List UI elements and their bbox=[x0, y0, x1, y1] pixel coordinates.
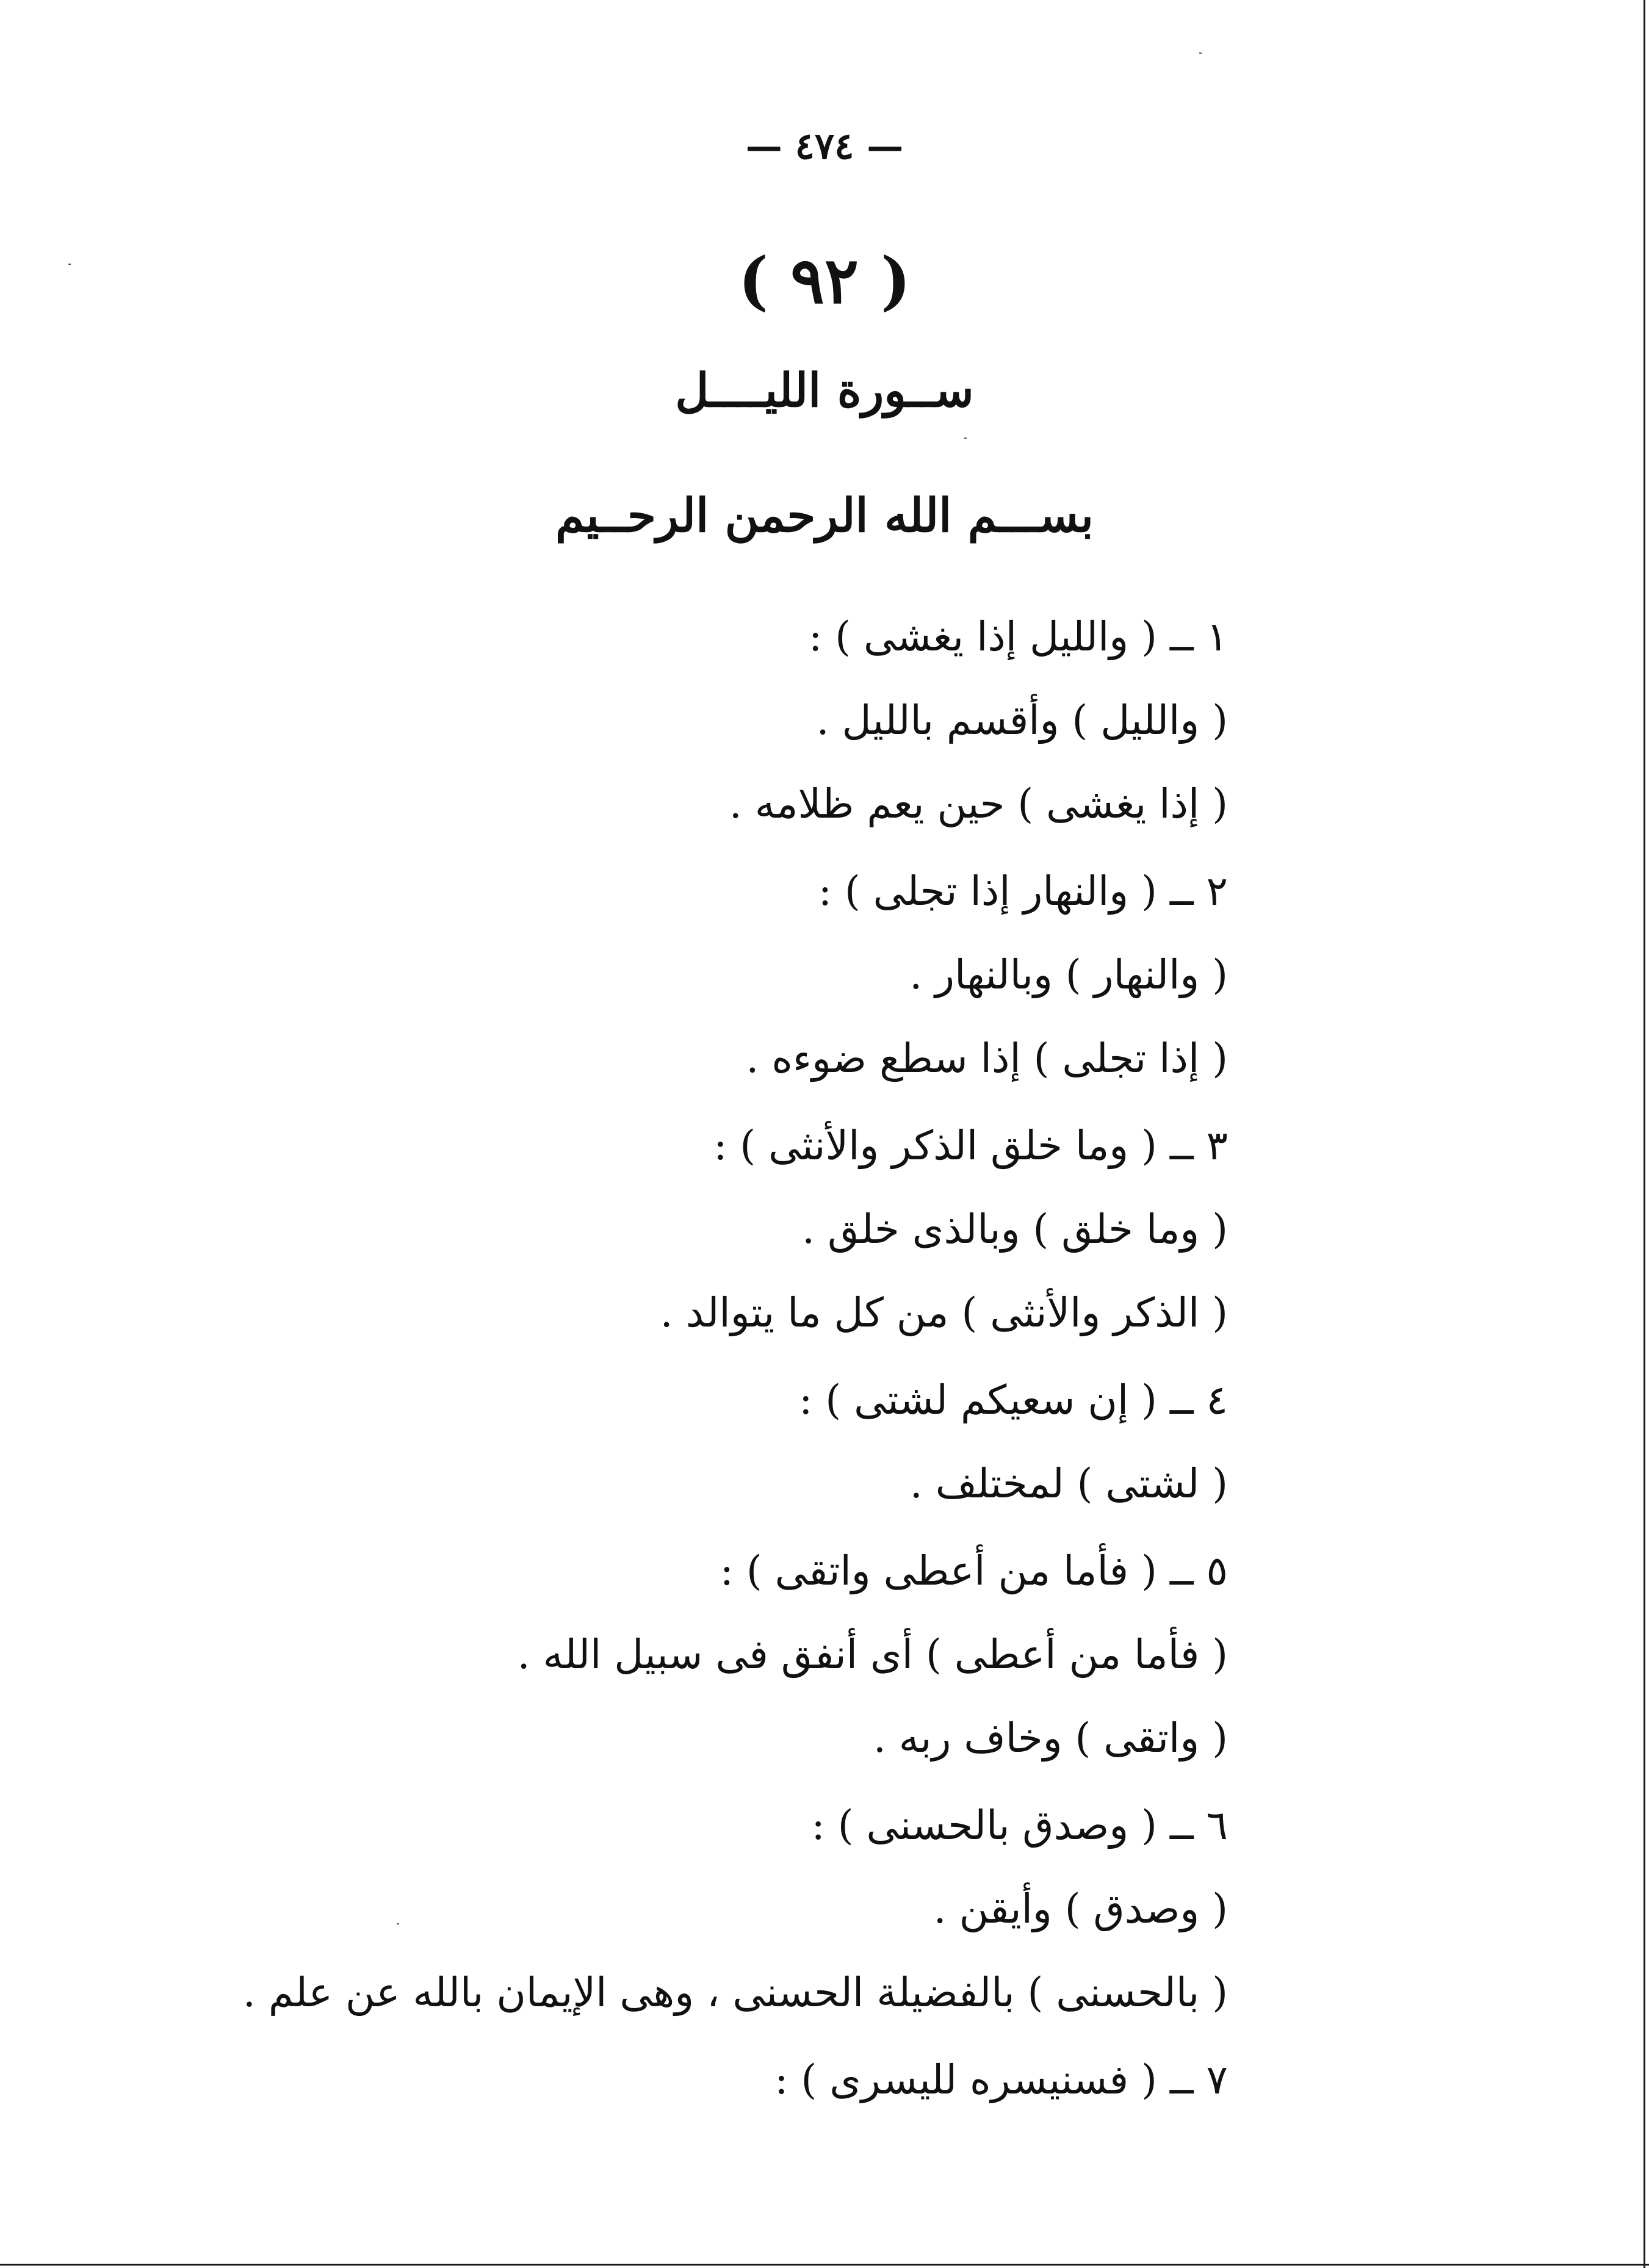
gloss-line: ( وما خلق ) وبالذى خلق . bbox=[802, 1206, 1228, 1253]
verse-heading-5: ٥ ــ ( فأما من أعطى واتقى ) : bbox=[720, 1547, 1228, 1594]
gloss-line: ( وصدق ) وأيقن . bbox=[933, 1885, 1228, 1932]
scan-speck bbox=[1199, 52, 1202, 54]
verse-heading-2: ٢ ــ ( والنهار إذا تجلى ) : bbox=[818, 868, 1228, 915]
page-number: — ٤٧٤ — bbox=[745, 125, 904, 168]
verse-heading-4: ٤ ــ ( إن سعيكم لشتى ) : bbox=[799, 1377, 1228, 1424]
scan-speck bbox=[964, 437, 967, 439]
page-edge-bottom bbox=[0, 2264, 1649, 2266]
verse-heading-7: ٧ ــ ( فسنيسره لليسرى ) : bbox=[774, 2056, 1228, 2103]
chapter-number: ( ٩٢ ) bbox=[738, 243, 911, 318]
gloss-line: ( إذا تجلى ) إذا سطع ضوءه . bbox=[746, 1035, 1228, 1082]
verse-heading-1: ١ ــ ( والليل إذا يغشى ) : bbox=[809, 613, 1228, 660]
basmala: بســـم الله الرحمن الرحــيم bbox=[555, 488, 1094, 542]
gloss-line: ( فأما من أعطى ) أى أنفق فى سبيل الله . bbox=[517, 1631, 1228, 1678]
gloss-line: ( والنهار ) وبالنهار . bbox=[909, 951, 1228, 998]
page-edge-right bbox=[1644, 0, 1645, 2268]
commentary-lines bbox=[183, 595, 1228, 2122]
gloss-line: ( والليل ) وأقسم بالليل . bbox=[816, 697, 1228, 744]
gloss-line: ( واتقى ) وخاف ربه . bbox=[873, 1715, 1228, 1762]
gloss-line: ( الذكر والأنثى ) من كل ما يتوالد . bbox=[660, 1289, 1228, 1336]
verse-heading-3: ٣ ــ ( وما خلق الذكر والأنثى ) : bbox=[713, 1122, 1228, 1169]
verse-heading-6: ٦ ــ ( وصدق بالحسنى ) : bbox=[811, 1802, 1228, 1849]
surah-title: ســورة الليــــل bbox=[675, 363, 974, 417]
gloss-line: ( إذا يغشى ) حين يعم ظلامه . bbox=[729, 780, 1228, 827]
gloss-line: ( لشتى ) لمختلف . bbox=[909, 1460, 1228, 1507]
gloss-line: ( بالحسنى ) بالفضيلة الحسنى ، وهى الإيمان بالله عن علم . bbox=[242, 1969, 1228, 2016]
